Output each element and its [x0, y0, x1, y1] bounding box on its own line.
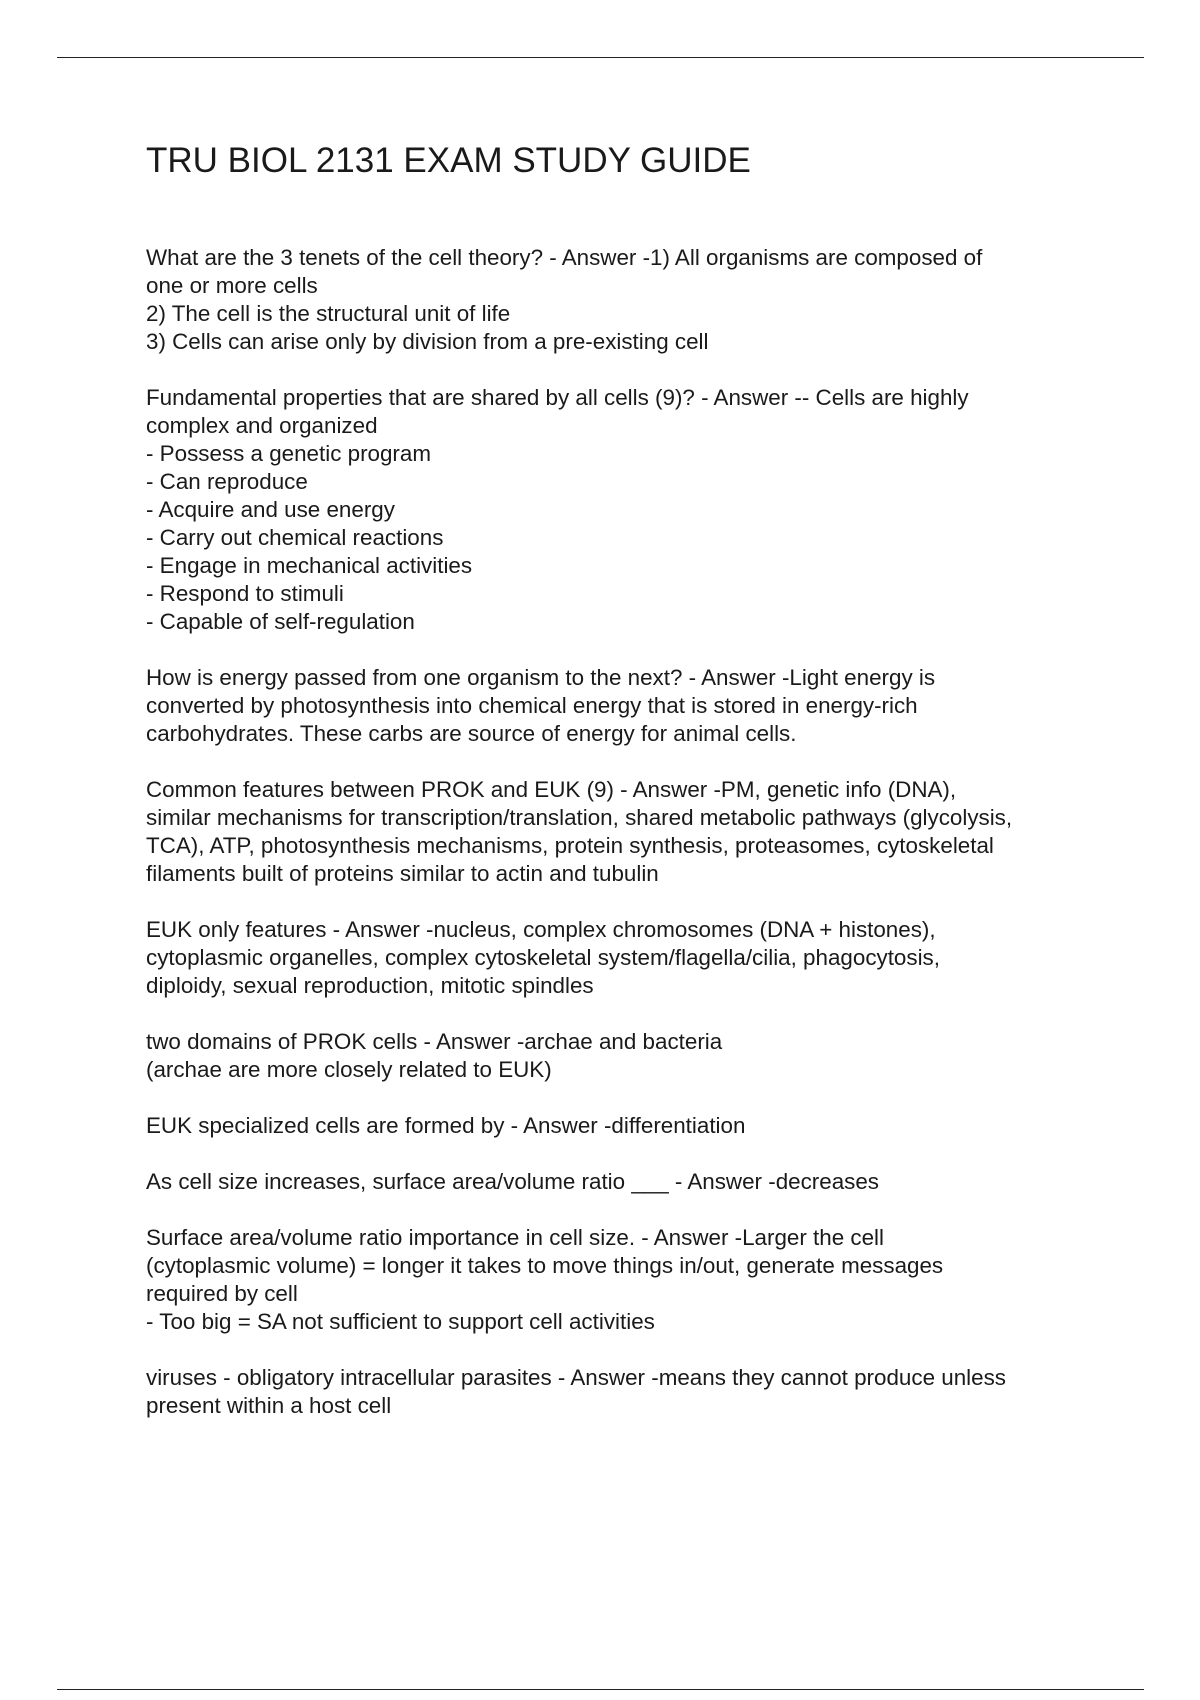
qa-line: one or more cells	[146, 273, 318, 298]
qa-entry	[146, 1028, 1106, 1084]
document-title: TRU BIOL 2131 EXAM STUDY GUIDE	[146, 141, 751, 180]
top-divider	[57, 57, 1144, 58]
qa-line: two domains of PROK cells - Answer -archae and bacteria	[146, 1029, 723, 1054]
bottom-divider	[57, 1689, 1144, 1690]
qa-entry	[146, 1224, 1106, 1336]
qa-line: - Possess a genetic program	[146, 441, 431, 466]
qa-line: As cell size increases, surface area/volume ratio ___ - Answer -decreases	[146, 1169, 879, 1194]
qa-line: Surface area/volume ratio importance in cell size. - Answer -Larger the cell	[146, 1225, 884, 1250]
qa-entry	[146, 1112, 1106, 1140]
qa-line: - Respond to stimuli	[146, 581, 344, 606]
qa-line: present within a host cell	[146, 1393, 392, 1418]
qa-line: viruses - obligatory intracellular parasites - Answer -means they cannot produce unless	[146, 1365, 1006, 1390]
qa-line: (cytoplasmic volume) = longer it takes to move things in/out, generate messages	[146, 1253, 944, 1278]
qa-entry	[146, 384, 1106, 636]
qa-entry	[146, 664, 1106, 748]
qa-line: TCA), ATP, photosynthesis mechanisms, protein synthesis, proteasomes, cytoskeletal	[146, 833, 994, 858]
qa-line: - Acquire and use energy	[146, 497, 395, 522]
qa-line: What are the 3 tenets of the cell theory? - Answer -1) All organisms are composed of	[146, 245, 983, 270]
qa-entry	[146, 776, 1106, 888]
qa-entry	[146, 244, 1106, 356]
qa-line: similar mechanisms for transcription/translation, shared metabolic pathways (glycolysis,	[146, 805, 1013, 830]
qa-line: Common features between PROK and EUK (9) - Answer -PM, genetic info (DNA),	[146, 777, 957, 802]
qa-line: - Capable of self-regulation	[146, 609, 415, 634]
qa-line: diploidy, sexual reproduction, mitotic spindles	[146, 973, 594, 998]
qa-line: converted by photosynthesis into chemical energy that is stored in energy-rich	[146, 693, 918, 718]
qa-list	[146, 244, 1106, 1420]
qa-entry	[146, 1364, 1106, 1420]
qa-line: required by cell	[146, 1281, 298, 1306]
qa-line: cytoplasmic organelles, complex cytoskeletal system/flagella/cilia, phagocytosis,	[146, 945, 940, 970]
qa-line: - Can reproduce	[146, 469, 308, 494]
qa-entry	[146, 1168, 1106, 1196]
qa-line: EUK specialized cells are formed by - Answer -differentiation	[146, 1113, 746, 1138]
qa-entry	[146, 916, 1106, 1000]
qa-line: - Carry out chemical reactions	[146, 525, 444, 550]
qa-line: How is energy passed from one organism to the next? - Answer -Light energy is	[146, 665, 936, 690]
qa-line: 3) Cells can arise only by division from a pre-existing cell	[146, 329, 709, 354]
qa-line: complex and organized	[146, 413, 378, 438]
document-page	[146, 140, 1106, 1448]
qa-line: Fundamental properties that are shared by all cells (9)? - Answer -- Cells are highly	[146, 385, 969, 410]
qa-line: carbohydrates. These carbs are source of energy for animal cells.	[146, 721, 797, 746]
qa-line: EUK only features - Answer -nucleus, complex chromosomes (DNA + histones),	[146, 917, 936, 942]
qa-line: (archae are more closely related to EUK)	[146, 1057, 552, 1082]
qa-line: - Engage in mechanical activities	[146, 553, 473, 578]
qa-line: filaments built of proteins similar to actin and tubulin	[146, 861, 659, 886]
qa-line: 2) The cell is the structural unit of life	[146, 301, 511, 326]
qa-line: - Too big = SA not sufficient to support cell activities	[146, 1309, 655, 1334]
